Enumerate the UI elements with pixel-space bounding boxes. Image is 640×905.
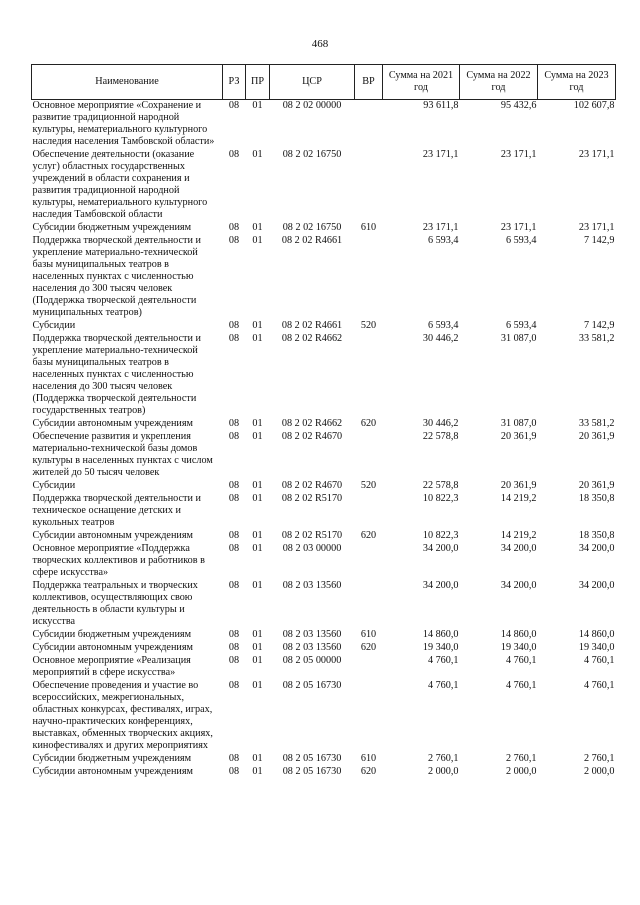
- cell-sum-2022: 6 593,4: [505, 235, 537, 246]
- table-row: [32, 493, 616, 530]
- cell-csr: 08 2 02 R5170: [281, 530, 343, 541]
- cell-sum-2023: 23 171,1: [578, 149, 615, 160]
- cell-name: Обеспечение развития и укрепления материально-технической базы домов культуры в населенных пунктах с числом жителей до 50 тысяч человек: [32, 431, 213, 478]
- cell-sum-2023: 2 760,1: [583, 753, 615, 764]
- cell-sum-2021: 6 593,4: [427, 235, 459, 246]
- cell-sum-2021: 2 000,0: [427, 766, 459, 777]
- cell-name: Субсидии автономным учреждениям: [32, 530, 193, 541]
- cell-sum-2022: 6 593,4: [505, 320, 537, 331]
- cell-name: Субсидии: [32, 480, 76, 491]
- cell-vr: [355, 149, 383, 222]
- cell-sum-2021: 34 200,0: [422, 543, 459, 554]
- cell-pr: 01: [252, 333, 263, 344]
- cell-sum-2023: 23 171,1: [578, 222, 615, 233]
- cell-rz: 08: [228, 680, 240, 691]
- header-sum-2023: Сумма на 2023 год: [538, 65, 616, 100]
- cell-sum-2021: 4 760,1: [427, 655, 459, 666]
- cell-vr: [355, 580, 383, 629]
- cell-sum-2023: 19 340,0: [578, 642, 615, 653]
- cell-sum-2022: 20 361,9: [500, 431, 537, 442]
- cell-sum-2022: 23 171,1: [500, 222, 537, 233]
- cell-pr: 01: [252, 753, 263, 764]
- table-row: [32, 431, 616, 480]
- cell-csr: 08 2 02 R4661: [281, 320, 343, 331]
- cell-vr: 520: [360, 320, 377, 331]
- cell-vr: 610: [360, 629, 377, 640]
- cell-pr: 01: [252, 642, 263, 653]
- cell-sum-2022: 14 219,2: [500, 530, 537, 541]
- table-row: [32, 655, 616, 680]
- cell-sum-2021: 22 578,8: [422, 431, 459, 442]
- header-pr: ПР: [246, 65, 270, 100]
- cell-sum-2021: 23 171,1: [422, 149, 459, 160]
- cell-csr: 08 2 02 R5170: [281, 493, 343, 504]
- header-sum-2021: Сумма на 2021 год: [383, 65, 460, 100]
- table-body: [32, 100, 616, 780]
- cell-name: Поддержка творческой деятельности и техническое оснащение детских и кукольных театров: [32, 493, 201, 528]
- cell-sum-2023: 33 581,2: [578, 418, 615, 429]
- cell-sum-2023: 4 760,1: [583, 655, 615, 666]
- cell-sum-2021: 34 200,0: [422, 580, 459, 591]
- cell-csr: 08 2 02 R4662: [281, 333, 343, 344]
- cell-pr: 01: [252, 655, 263, 666]
- cell-pr: 01: [252, 680, 263, 691]
- cell-sum-2022: 14 219,2: [500, 493, 537, 504]
- table-row: [32, 753, 616, 766]
- header-rz: РЗ: [223, 65, 246, 100]
- cell-rz: 08: [228, 100, 240, 111]
- cell-pr: 01: [252, 530, 263, 541]
- cell-rz: 08: [228, 580, 240, 591]
- cell-sum-2023: 7 142,9: [583, 235, 615, 246]
- header-name: Наименование: [32, 65, 223, 100]
- table-row: [32, 235, 616, 320]
- cell-name: Субсидии бюджетным учреждениям: [32, 222, 192, 233]
- cell-name: Обеспечение проведения и участие во всероссийских, межрегиональных, областных конкурсах, фестивалях, играх, научно-практических конференциях, выставках, обменных творческих акциях, кинофестивалях и других мероприятиях: [32, 680, 213, 751]
- cell-sum-2021: 2 760,1: [427, 753, 459, 764]
- cell-sum-2022: 4 760,1: [505, 655, 537, 666]
- cell-csr: 08 2 05 16730: [282, 766, 342, 777]
- cell-name: Субсидии: [32, 320, 76, 331]
- cell-sum-2021: 23 171,1: [422, 222, 459, 233]
- cell-csr: 08 2 03 00000: [282, 543, 342, 554]
- cell-sum-2022: 31 087,0: [500, 418, 537, 429]
- cell-vr: 610: [360, 753, 377, 764]
- cell-name: Субсидии автономным учреждениям: [32, 418, 193, 429]
- cell-sum-2021: 22 578,8: [422, 480, 459, 491]
- cell-csr: 08 2 02 16750: [282, 222, 342, 233]
- cell-vr: 620: [360, 418, 377, 429]
- cell-vr: 620: [360, 766, 377, 777]
- cell-sum-2022: 4 760,1: [505, 680, 537, 691]
- cell-pr: 01: [252, 418, 263, 429]
- cell-csr: 08 2 02 00000: [282, 100, 342, 111]
- cell-csr: 08 2 02 R4662: [281, 418, 343, 429]
- page-number: 468: [311, 38, 329, 50]
- cell-rz: 08: [228, 642, 240, 653]
- cell-name: Поддержка театральных и творческих коллективов, осуществляющих свою деятельность в области культуры и искусства: [32, 580, 198, 627]
- header-vr: ВР: [355, 65, 383, 100]
- cell-name: Поддержка творческой деятельности и укрепление материально-технической базы муниципальных театров в населенных пунктах с численностью населения до 300 тысяч человек (Поддержка творческой деятельности муниципальных театров): [32, 235, 201, 318]
- cell-vr: 620: [360, 530, 377, 541]
- table-row: [32, 642, 616, 655]
- header-sum-2022: Сумма на 2022 год: [460, 65, 538, 100]
- cell-csr: 08 2 02 R4661: [281, 235, 343, 246]
- cell-sum-2023: 18 350,8: [578, 493, 615, 504]
- table-header-row: [32, 65, 616, 100]
- cell-name: Субсидии бюджетным учреждениям: [32, 629, 192, 640]
- cell-name: Субсидии автономным учреждениям: [32, 766, 193, 777]
- table-row: [32, 530, 616, 543]
- cell-sum-2023: 20 361,9: [578, 480, 615, 491]
- cell-sum-2021: 10 822,3: [422, 530, 459, 541]
- cell-rz: 08: [228, 149, 240, 160]
- cell-pr: 01: [252, 766, 263, 777]
- cell-rz: 08: [228, 320, 240, 331]
- cell-rz: 08: [228, 222, 240, 233]
- cell-name: Обеспечение деятельности (оказание услуг) областных государственных учреждений в области сохранения и развития традиционной народной культуры, нематериального культурного наследия Тамбовской области: [32, 149, 208, 220]
- cell-csr: 08 2 02 16750: [282, 149, 342, 160]
- cell-vr: [355, 333, 383, 418]
- cell-csr: 08 2 05 16730: [282, 680, 342, 691]
- cell-rz: 08: [228, 543, 240, 554]
- cell-sum-2023: 7 142,9: [583, 320, 615, 331]
- cell-rz: 08: [228, 418, 240, 429]
- cell-sum-2023: 20 361,9: [578, 431, 615, 442]
- cell-sum-2023: 34 200,0: [578, 580, 615, 591]
- table-row: [32, 418, 616, 431]
- cell-rz: 08: [228, 480, 240, 491]
- cell-rz: 08: [228, 530, 240, 541]
- cell-sum-2023: 102 607,8: [573, 100, 615, 111]
- cell-csr: 08 2 03 13560: [282, 580, 342, 591]
- cell-sum-2022: 31 087,0: [500, 333, 537, 344]
- cell-sum-2021: 30 446,2: [422, 418, 459, 429]
- cell-sum-2022: 2 000,0: [505, 766, 537, 777]
- budget-table: [31, 64, 616, 779]
- cell-sum-2022: 34 200,0: [500, 543, 537, 554]
- cell-sum-2021: 6 593,4: [427, 320, 459, 331]
- cell-sum-2022: 34 200,0: [500, 580, 537, 591]
- cell-csr: 08 2 03 13560: [282, 629, 342, 640]
- cell-sum-2021: 30 446,2: [422, 333, 459, 344]
- cell-pr: 01: [252, 431, 263, 442]
- cell-rz: 08: [228, 333, 240, 344]
- cell-csr: 08 2 03 13560: [282, 642, 342, 653]
- cell-sum-2022: 2 760,1: [505, 753, 537, 764]
- cell-sum-2023: 34 200,0: [578, 543, 615, 554]
- cell-sum-2021: 4 760,1: [427, 680, 459, 691]
- cell-pr: 01: [252, 480, 263, 491]
- cell-pr: 01: [252, 493, 263, 504]
- table-row: [32, 149, 616, 222]
- cell-pr: 01: [252, 580, 263, 591]
- cell-sum-2021: 10 822,3: [422, 493, 459, 504]
- cell-sum-2021: 14 860,0: [422, 629, 459, 640]
- cell-sum-2023: 4 760,1: [583, 680, 615, 691]
- cell-sum-2022: 19 340,0: [500, 642, 537, 653]
- cell-sum-2023: 18 350,8: [578, 530, 615, 541]
- cell-rz: 08: [228, 629, 240, 640]
- cell-sum-2023: 2 000,0: [583, 766, 615, 777]
- cell-csr: 08 2 02 R4670: [281, 431, 343, 442]
- cell-sum-2022: 23 171,1: [500, 149, 537, 160]
- cell-csr: 08 2 05 16730: [282, 753, 342, 764]
- cell-pr: 01: [252, 100, 263, 111]
- table-row: [32, 100, 616, 150]
- cell-vr: [355, 655, 383, 680]
- cell-name: Поддержка творческой деятельности и укрепление материально-технической базы муниципальных театров в населенных пунктах с численностью населения до 300 тысяч человек (Поддержка творческой деятельности государственных театров): [32, 333, 201, 416]
- cell-vr: 620: [360, 642, 377, 653]
- table-row: [32, 629, 616, 642]
- cell-name: Субсидии бюджетным учреждениям: [32, 753, 192, 764]
- cell-rz: 08: [228, 493, 240, 504]
- cell-rz: 08: [228, 753, 240, 764]
- cell-csr: 08 2 02 R4670: [281, 480, 343, 491]
- cell-pr: 01: [252, 320, 263, 331]
- cell-name: Субсидии автономным учреждениям: [32, 642, 193, 653]
- cell-vr: [355, 493, 383, 530]
- cell-sum-2021: 19 340,0: [422, 642, 459, 653]
- cell-vr: [355, 680, 383, 753]
- cell-rz: 08: [228, 766, 240, 777]
- cell-pr: 01: [252, 543, 263, 554]
- cell-csr: 08 2 05 00000: [282, 655, 342, 666]
- header-csr: ЦСР: [270, 65, 355, 100]
- cell-vr: 520: [360, 480, 377, 491]
- cell-rz: 08: [228, 655, 240, 666]
- table-row: [32, 480, 616, 493]
- cell-sum-2023: 14 860,0: [578, 629, 615, 640]
- cell-name: Основное мероприятие «Поддержка творческих коллективов и работников в сфере искусства»: [32, 543, 205, 578]
- cell-vr: [355, 235, 383, 320]
- table-row: [32, 320, 616, 333]
- cell-sum-2022: 95 432,6: [500, 100, 537, 111]
- table-row: [32, 766, 616, 779]
- cell-pr: 01: [252, 222, 263, 233]
- cell-rz: 08: [228, 235, 240, 246]
- cell-pr: 01: [252, 149, 263, 160]
- cell-pr: 01: [252, 629, 263, 640]
- cell-sum-2022: 20 361,9: [500, 480, 537, 491]
- table-row: [32, 333, 616, 418]
- cell-name: Основное мероприятие «Реализация мероприятий в сфере искусства»: [32, 655, 191, 678]
- table-row: [32, 222, 616, 235]
- cell-vr: [355, 543, 383, 580]
- cell-sum-2023: 33 581,2: [578, 333, 615, 344]
- cell-vr: [355, 100, 383, 150]
- cell-vr: 610: [360, 222, 377, 233]
- table-row: [32, 680, 616, 753]
- table-row: [32, 543, 616, 580]
- cell-sum-2022: 14 860,0: [500, 629, 537, 640]
- table-row: [32, 580, 616, 629]
- cell-sum-2021: 93 611,8: [423, 100, 459, 111]
- cell-pr: 01: [252, 235, 263, 246]
- cell-name: Основное мероприятие «Сохранение и развитие традиционной народной культуры, нематериального культурного наследия населения Тамбовской области»: [32, 100, 215, 147]
- cell-vr: [355, 431, 383, 480]
- cell-rz: 08: [228, 431, 240, 442]
